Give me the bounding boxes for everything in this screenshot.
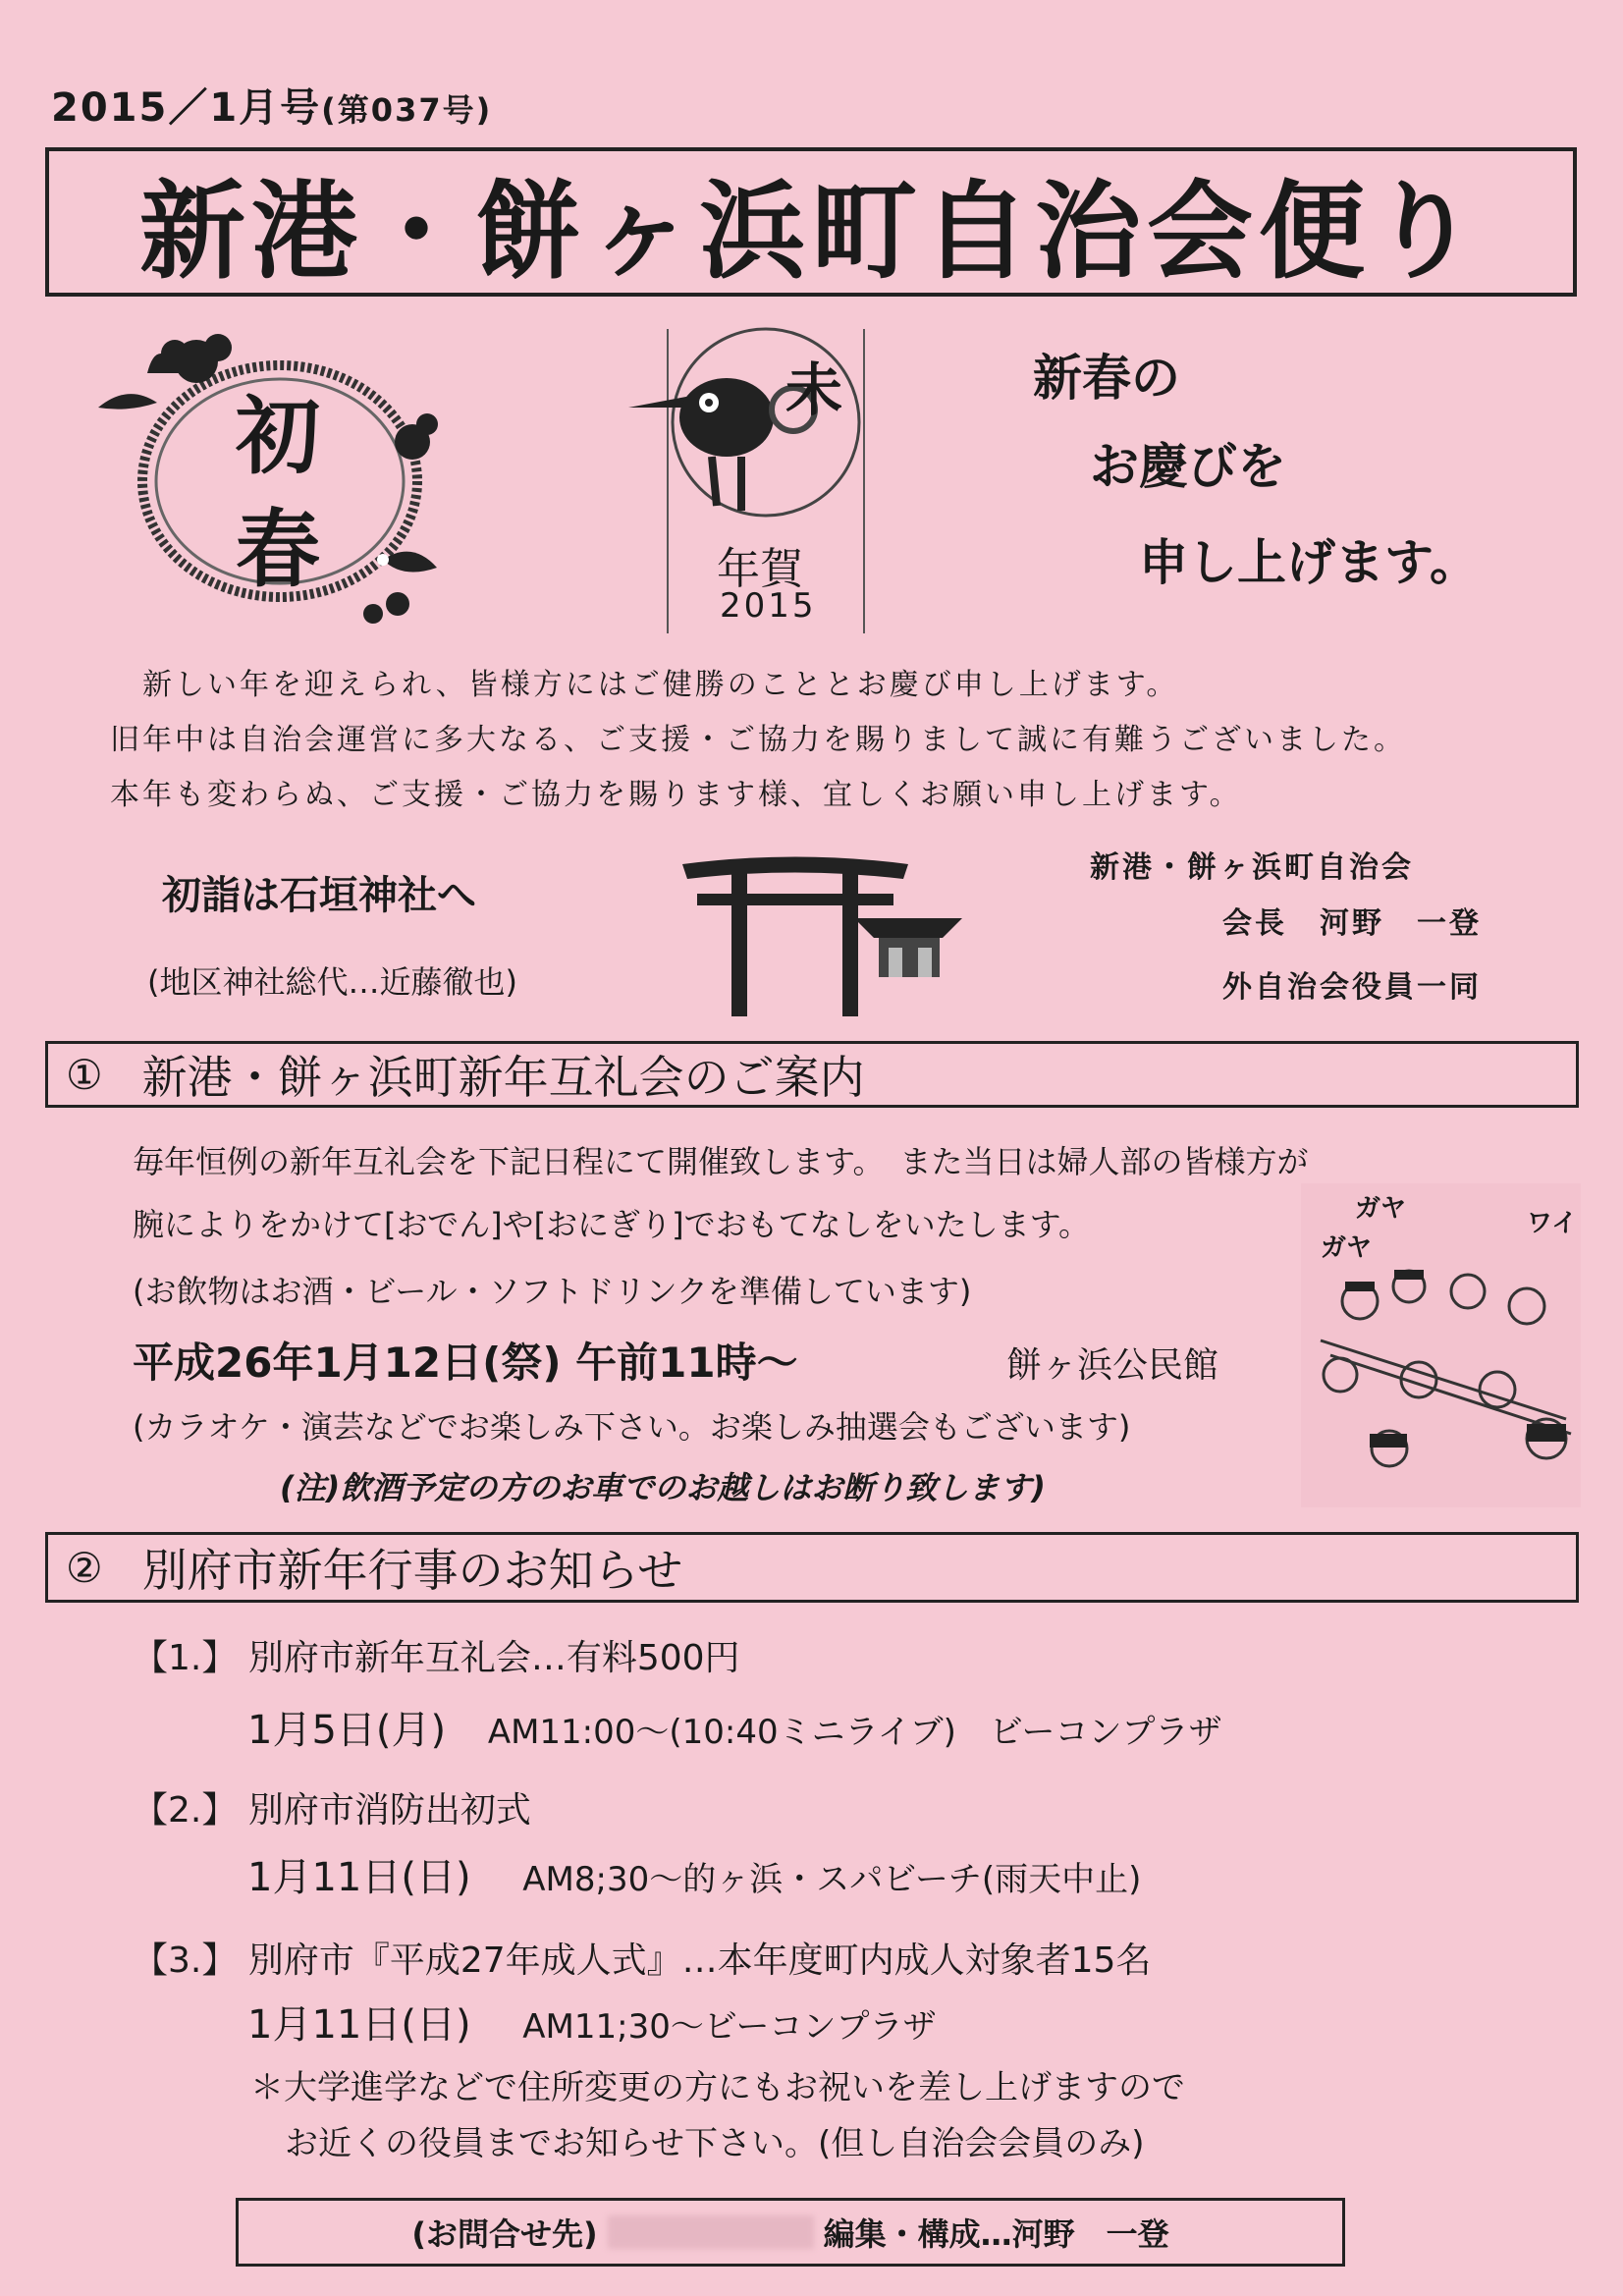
section1-drinking-note: (注)飲酒予定の方のお車でのお越しはお断り致します) bbox=[280, 1469, 1046, 1506]
message-line-3: 本年も変わらぬ、ご支援・ご協力を賜ります様、宜しくお願い申し上げます。 bbox=[110, 778, 1242, 812]
nenga-year: 2015 bbox=[720, 586, 817, 626]
newsletter-title: 新港・餅ヶ浜町自治会便り bbox=[138, 170, 1483, 294]
greeting-line-2: お慶びを bbox=[1090, 438, 1286, 495]
section2-number: ② bbox=[66, 1543, 103, 1592]
section1-paragraph-1: 毎年恒例の新年互礼会を下記日程にて開催致します。 また当日は婦人部の皆様方が bbox=[133, 1143, 1309, 1180]
gaya-text-2: ガヤ bbox=[1321, 1233, 1373, 1263]
event-item-2 bbox=[133, 1782, 531, 1832]
section1-number: ① bbox=[66, 1050, 103, 1099]
event-item-2-name: 別府市消防出初式 bbox=[247, 1790, 531, 1831]
event-item-1-date: 1月5日(月) bbox=[247, 1708, 447, 1753]
section1-paragraph-2: 腕によりをかけて[おでん]や[おにぎり]でおもてなしをいたします。 bbox=[133, 1206, 1091, 1243]
message-line-2: 旧年中は自治会運営に多大なる、ご支援・ご協力を賜りまして誠に有難うございました。 bbox=[110, 723, 1406, 757]
haru-char: 春 bbox=[236, 501, 320, 599]
event-item-2-detail bbox=[247, 1846, 1141, 1902]
section1-title: 新港・餅ヶ浜町新年互礼会のご案内 bbox=[141, 1051, 865, 1104]
event-item-1-label: 【1.】 bbox=[133, 1638, 238, 1678]
event-item-1-detail bbox=[247, 1699, 1222, 1755]
section2-title: 別府市新年行事のお知らせ bbox=[141, 1544, 683, 1597]
event-item-3 bbox=[133, 1933, 1151, 1983]
event-item-1 bbox=[133, 1630, 740, 1680]
sheep-nenga-illustration bbox=[619, 319, 913, 633]
nenga-label: 年賀 bbox=[717, 544, 803, 594]
section1-header bbox=[45, 1041, 1579, 1108]
event-venue: 餅ヶ浜公民館 bbox=[1006, 1345, 1219, 1386]
issue-label bbox=[51, 77, 492, 133]
shrine-title: 初詣は石垣神社へ bbox=[162, 873, 476, 918]
event-item-3-label: 【3.】 bbox=[133, 1941, 238, 1981]
address-change-note-1: ＊大学進学などで住所変更の方にもお祝いを差し上げますので bbox=[250, 2068, 1185, 2107]
shrine-note: (地区神社総代…近藤徹也) bbox=[147, 963, 517, 1001]
gaya-text-1: ガヤ bbox=[1355, 1194, 1407, 1224]
hatsuharu-illustration bbox=[88, 314, 461, 629]
sheep-kanji: 未 bbox=[785, 356, 843, 423]
signature-chair: 会長 河野 一登 bbox=[1222, 906, 1482, 941]
event-item-2-label: 【2.】 bbox=[133, 1790, 238, 1831]
contact-footer bbox=[236, 2198, 1345, 2267]
torii-icon bbox=[677, 845, 972, 1016]
event-item-1-time: AM11:00～(10:40ミニライブ) ビーコンプラザ bbox=[487, 1713, 1222, 1752]
event-item-3-detail bbox=[247, 1994, 937, 2050]
issue-number: (第037号) bbox=[321, 91, 493, 129]
section2-header bbox=[45, 1532, 1579, 1603]
section1-paragraph-3: (お飲物はお酒・ビール・ソフトドリンクを準備しています) bbox=[133, 1273, 972, 1310]
signature-org: 新港・餅ヶ浜町自治会 bbox=[1090, 850, 1414, 885]
section1-paragraph-4: (カラオケ・演芸などでお楽しみ下さい。お楽しみ抽選会もございます) bbox=[133, 1408, 1131, 1446]
event-item-3-time: AM11;30～ビーコンプラザ bbox=[522, 2007, 937, 2047]
event-item-2-date: 1月11日(日) bbox=[247, 1855, 471, 1900]
greeting-line-1: 新春の bbox=[1033, 350, 1180, 407]
event-date: 平成26年1月12日(祭) 午前11時～ bbox=[133, 1339, 798, 1387]
message-line-1: 新しい年を迎えられ、皆様方にはご健勝のこととお慶び申し上げます。 bbox=[142, 668, 1179, 702]
address-change-note-2: お近くの役員までお知らせ下さい。(但し自治会会員のみ) bbox=[285, 2124, 1145, 2163]
issue-date: 2015／1月号 bbox=[51, 85, 322, 131]
party-illustration bbox=[1301, 1183, 1581, 1507]
newsletter-title-box bbox=[45, 147, 1577, 297]
editor-credit: 編集・構成…河野 一登 bbox=[823, 2215, 1169, 2253]
hatsu-char: 初 bbox=[236, 388, 320, 486]
redacted-phone bbox=[608, 2215, 814, 2249]
event-item-3-date: 1月11日(日) bbox=[247, 2002, 471, 2048]
event-item-3-name: 別府市『平成27年成人式』…本年度町内成人対象者15名 bbox=[247, 1941, 1152, 1981]
torii-illustration bbox=[677, 845, 972, 1020]
event-item-1-name: 別府市新年互礼会…有料500円 bbox=[247, 1638, 740, 1678]
wai-text: ワイ bbox=[1527, 1209, 1578, 1238]
greeting-line-3: 申し上げます。 bbox=[1139, 534, 1479, 591]
contact-label: (お問合せ先) bbox=[411, 2215, 598, 2253]
event-item-2-time: AM8;30～的ヶ浜・スパビーチ(雨天中止) bbox=[522, 1860, 1142, 1899]
signature-others: 外自治会役員一同 bbox=[1222, 970, 1482, 1005]
